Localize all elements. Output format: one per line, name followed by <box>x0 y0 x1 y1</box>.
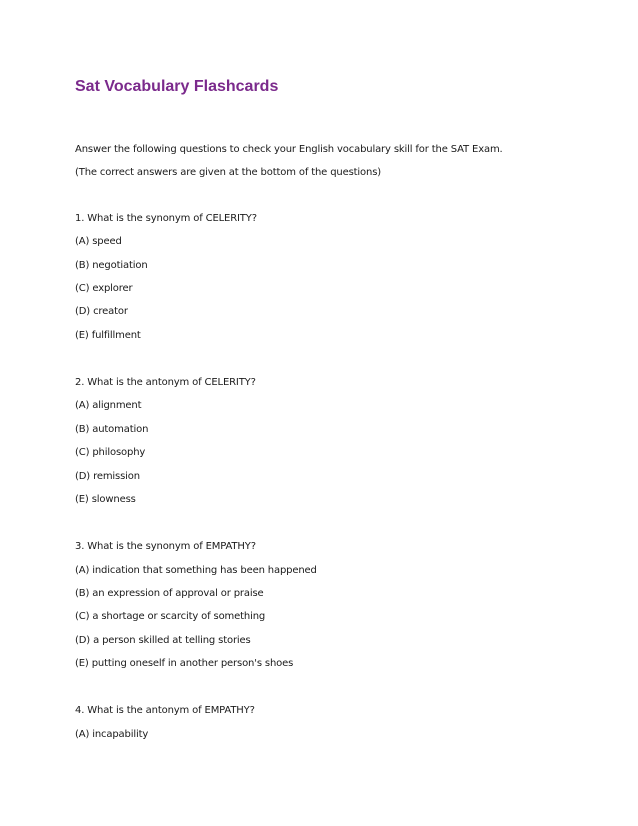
document-title: Sat Vocabulary Flashcards <box>75 78 279 95</box>
question-4-option-a: (A) incapability <box>75 729 149 740</box>
question-1-option-c: (C) explorer <box>75 283 133 294</box>
question-3-prompt: 3. What is the synonym of EMPATHY? <box>75 541 256 552</box>
question-2-option-c: (C) philosophy <box>75 447 146 458</box>
question-1-option-a: (A) speed <box>75 236 122 247</box>
question-2-prompt: 2. What is the antonym of CELERITY? <box>75 377 256 388</box>
answers-note: (The correct answers are given at the bottom of the questions) <box>75 167 382 178</box>
question-2-option-a: (A) alignment <box>75 400 142 411</box>
question-1-option-e: (E) fulfillment <box>75 330 141 341</box>
question-2-option-b: (B) automation <box>75 424 149 435</box>
question-1-option-d: (D) creator <box>75 306 128 317</box>
question-2-option-d: (D) remission <box>75 471 140 482</box>
question-3-option-b: (B) an expression of approval or praise <box>75 588 264 599</box>
question-3-option-c: (C) a shortage or scarcity of something <box>75 611 266 622</box>
question-4-prompt: 4. What is the antonym of EMPATHY? <box>75 705 255 716</box>
question-3-option-d: (D) a person skilled at telling stories <box>75 635 251 646</box>
question-3-option-e: (E) putting oneself in another person's shoes <box>75 658 294 669</box>
question-3-option-a: (A) indication that something has been happened <box>75 565 317 576</box>
question-2-option-e: (E) slowness <box>75 494 136 505</box>
question-1-option-b: (B) negotiation <box>75 260 148 271</box>
question-1-prompt: 1. What is the synonym of CELERITY? <box>75 213 257 224</box>
intro-text: Answer the following questions to check your English vocabulary skill for the SAT Exam. <box>75 144 503 155</box>
